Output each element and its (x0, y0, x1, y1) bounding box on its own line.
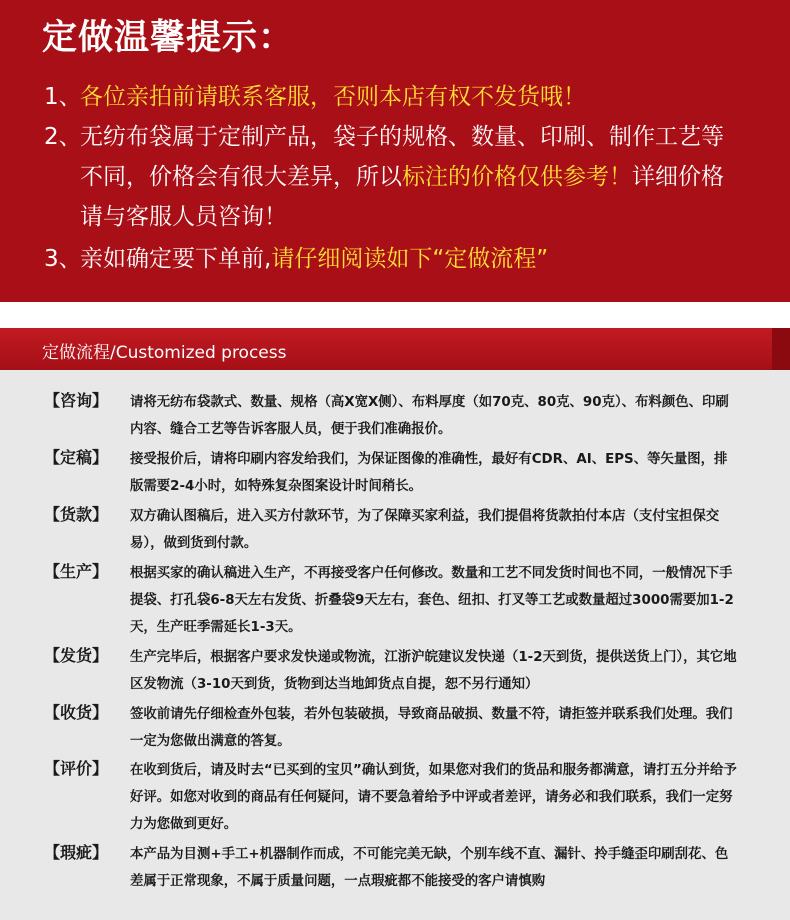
notice-highlight: 各位亲拍前请联系客服，否则本店有权不发货哦！ (80, 84, 586, 110)
notice-title: 定做温馨提示： (42, 18, 295, 58)
notice-line (44, 197, 770, 237)
step-tag: 【收货】 (44, 703, 109, 722)
notice-item-3 (44, 239, 770, 279)
notice-text: 无纺布袋属于定制产品，袋子的规格、数量、印刷、制作工艺等 (80, 124, 724, 150)
step-tag: 【货款】 (44, 505, 109, 524)
step-tag: 【定稿】 (44, 448, 109, 467)
step-text: 生产完毕后，根据客户要求发快递或物流，江浙沪皖建议发快递（1-2天到货，提供送货上门），其它地区发物流（3-10天到货，货物到达当地卸货点自提，恕不另行通知） (130, 650, 737, 692)
step-tag: 【评价】 (44, 759, 109, 778)
notice-text: 请与客服人员咨询！ (80, 204, 287, 230)
notice-item-2 (44, 117, 770, 237)
notice-number: 3、 (44, 246, 82, 272)
step-text: 接受报价后，请将印刷内容发给我们，为保证图像的准确性，最好有CDR、AI、EPS、等矢量图，排版需要2-4小时，如特殊复杂图案设计时间稍长。 (130, 452, 728, 494)
step-text: 双方确认图稿后，进入买方付款环节，为了保障买家利益，我们提倡将货款拍付本店（支付宝担保交易），做到货到付款。 (130, 509, 720, 551)
step-text: 根据买家的确认稿进入生产，不再接受客户任何修改。数量和工艺不同发货时间也不同，一般情况下手提袋、打孔袋6-8天左右发货、折叠袋9天左右，套色、纽扣、打叉等工艺或数量超过3000需要加1-2天，生产旺季需延长1-3天。 (130, 566, 734, 635)
step-text: 请将无纺布袋款式、数量、规格（高X宽X侧）、布料厚度（如70克、80克、90克）、布料颜色、印刷内容、缝合工艺等告诉客服人员，便于我们准确报价。 (130, 395, 729, 437)
notice-highlight: 请仔细阅读如下“定做流程” (271, 246, 549, 272)
notice-text: 详细价格 (632, 164, 724, 190)
divider-gap (0, 302, 790, 328)
step-text: 在收到货后，请及时去“已买到的宝贝”确认到货，如果您对我们的货品和服务都满意，请打五分并给予好评。如您对收到的商品有任何疑问，请不要急着给予中评或者差评，请务必和我们联系，我们一定努力为您做到更好。 (130, 763, 737, 832)
notice-number: 1、 (44, 84, 82, 110)
step-tag: 【发货】 (44, 646, 109, 665)
notice-item-1 (44, 77, 770, 117)
notice-text: 不同，价格会有很大差异，所以 (80, 164, 402, 190)
header-accent (772, 328, 790, 370)
notice-number: 2、 (44, 124, 82, 150)
process-header-bar (0, 328, 790, 370)
step-text: 本产品为目测+手工+机器制作而成，不可能完美无缺，个别车线不直、漏针、拎手缝歪印刷刮花、色差属于正常现象，不属于质量问题，一点瑕疵都不能接受的客户请慎购 (130, 847, 729, 889)
notice-text: 亲如确定要下单前, (80, 246, 272, 272)
notice-highlight: 标注的价格仅供参考！ (402, 164, 632, 190)
process-header-title: 定做流程/Customized process (42, 343, 287, 363)
notice-panel (0, 0, 790, 302)
step-tag: 【咨询】 (44, 391, 109, 410)
step-tag: 【生产】 (44, 562, 109, 581)
step-text: 签收前请先仔细检查外包装，若外包装破损，导致商品破损、数量不符，请拒签并联系我们处理。我们一定为您做出满意的答复。 (130, 707, 733, 749)
notice-line (44, 157, 770, 197)
step-tag: 【瑕疵】 (44, 843, 109, 862)
